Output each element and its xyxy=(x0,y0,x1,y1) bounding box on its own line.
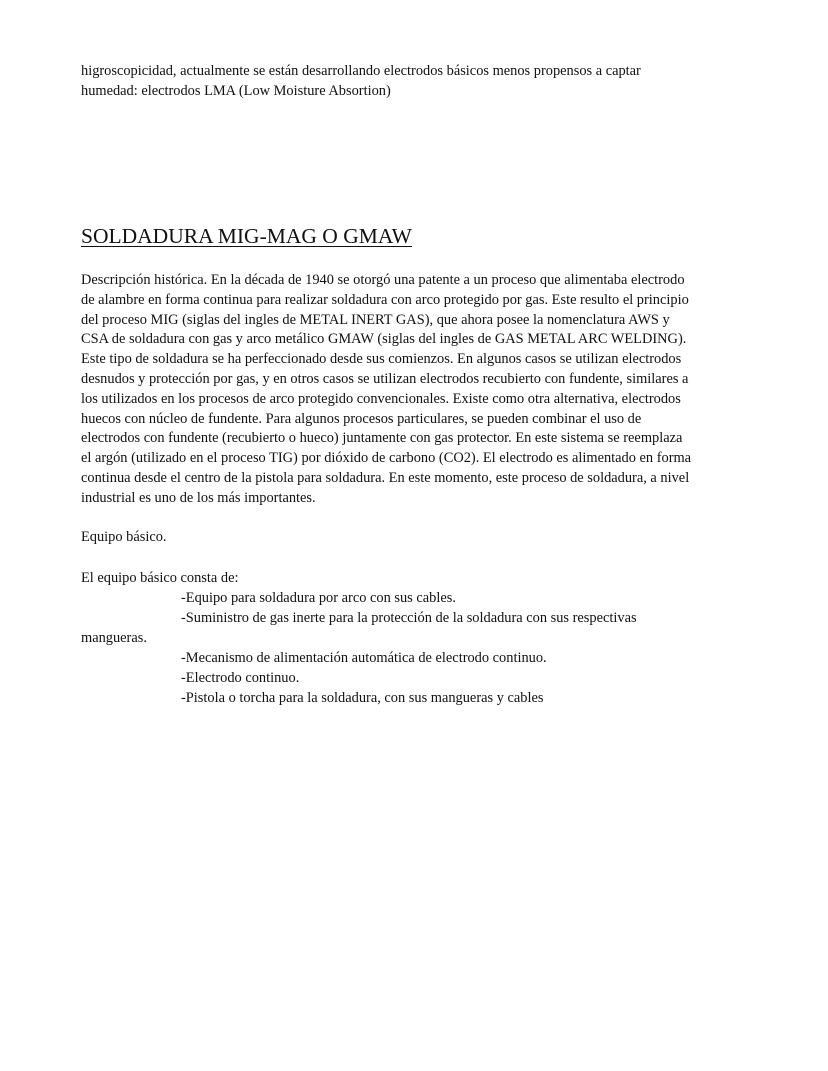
description-line: del proceso MIG (siglas del ingles de METAL INERT GAS), que ahora posee la nomenclatura AWS y xyxy=(81,311,670,328)
list-item: -Pistola o torcha para la soldadura, con sus mangueras y cables xyxy=(181,690,544,706)
description-line: CSA de soldadura con gas y arco metálico GMAW (siglas del ingles de GAS METAL ARC WELDING). xyxy=(81,331,687,348)
description-line: continua desde el centro de la pistola para soldadura. En este momento, este proceso de soldadura, a nivel xyxy=(81,470,690,486)
description-line: electrodos con fundente (recubierto o hueco) juntamente con gas protector. En este sistema se reemplaza xyxy=(81,430,683,447)
description-line: el argón (utilizado en el proceso TIG) por dióxido de carbono (CO2). El electrodo es alimentado en forma xyxy=(81,450,692,467)
description-line: de alambre en forma continua para realizar soldadura con arco protegido por gas. Este resulto el principio xyxy=(81,291,689,308)
description-line: huecos con núcleo de fundente. Para algunos procesos particulares, se pueden combinar el uso de xyxy=(81,410,642,427)
intro-line-2: humedad: electrodos LMA (Low Moisture Absortion) xyxy=(81,83,391,99)
list-item: -Mecanismo de alimentación automática de electrodo continuo. xyxy=(181,650,547,666)
list-item: -Suministro de gas inerte para la protección de la soldadura con sus respectivas xyxy=(181,610,637,626)
description-line: Descripción histórica. En la década de 1940 se otorgó una patente a un proceso que alimentaba electrodo xyxy=(81,272,685,288)
description-line: desnudos y protección por gas, y en otros casos se utilizan electrodos recubierto con fundente, similares a xyxy=(81,371,689,387)
equipment-heading: Equipo básico. xyxy=(81,529,167,545)
list-item: -Equipo para soldadura por arco con sus cables. xyxy=(181,590,456,606)
description-line: los utilizados en los procesos de arco protegido convencionales. Existe como otra alternativa, electrodos xyxy=(81,390,681,407)
description-line: Este tipo de soldadura se ha perfeccionado desde sus comienzos. En algunos casos se utilizan electrodos xyxy=(81,351,682,368)
intro-line-1: higroscopicidad, actualmente se están desarrollando electrodos básicos menos propensos a captar xyxy=(81,63,641,79)
equipment-intro: El equipo básico consta de: xyxy=(81,570,239,586)
list-item: -Electrodo continuo. xyxy=(181,670,300,686)
section-title: SOLDADURA MIG-MAG O GMAW xyxy=(81,224,412,248)
list-item-continuation: mangueras. xyxy=(81,630,147,646)
description-line: industrial es uno de los más importantes. xyxy=(81,489,316,506)
